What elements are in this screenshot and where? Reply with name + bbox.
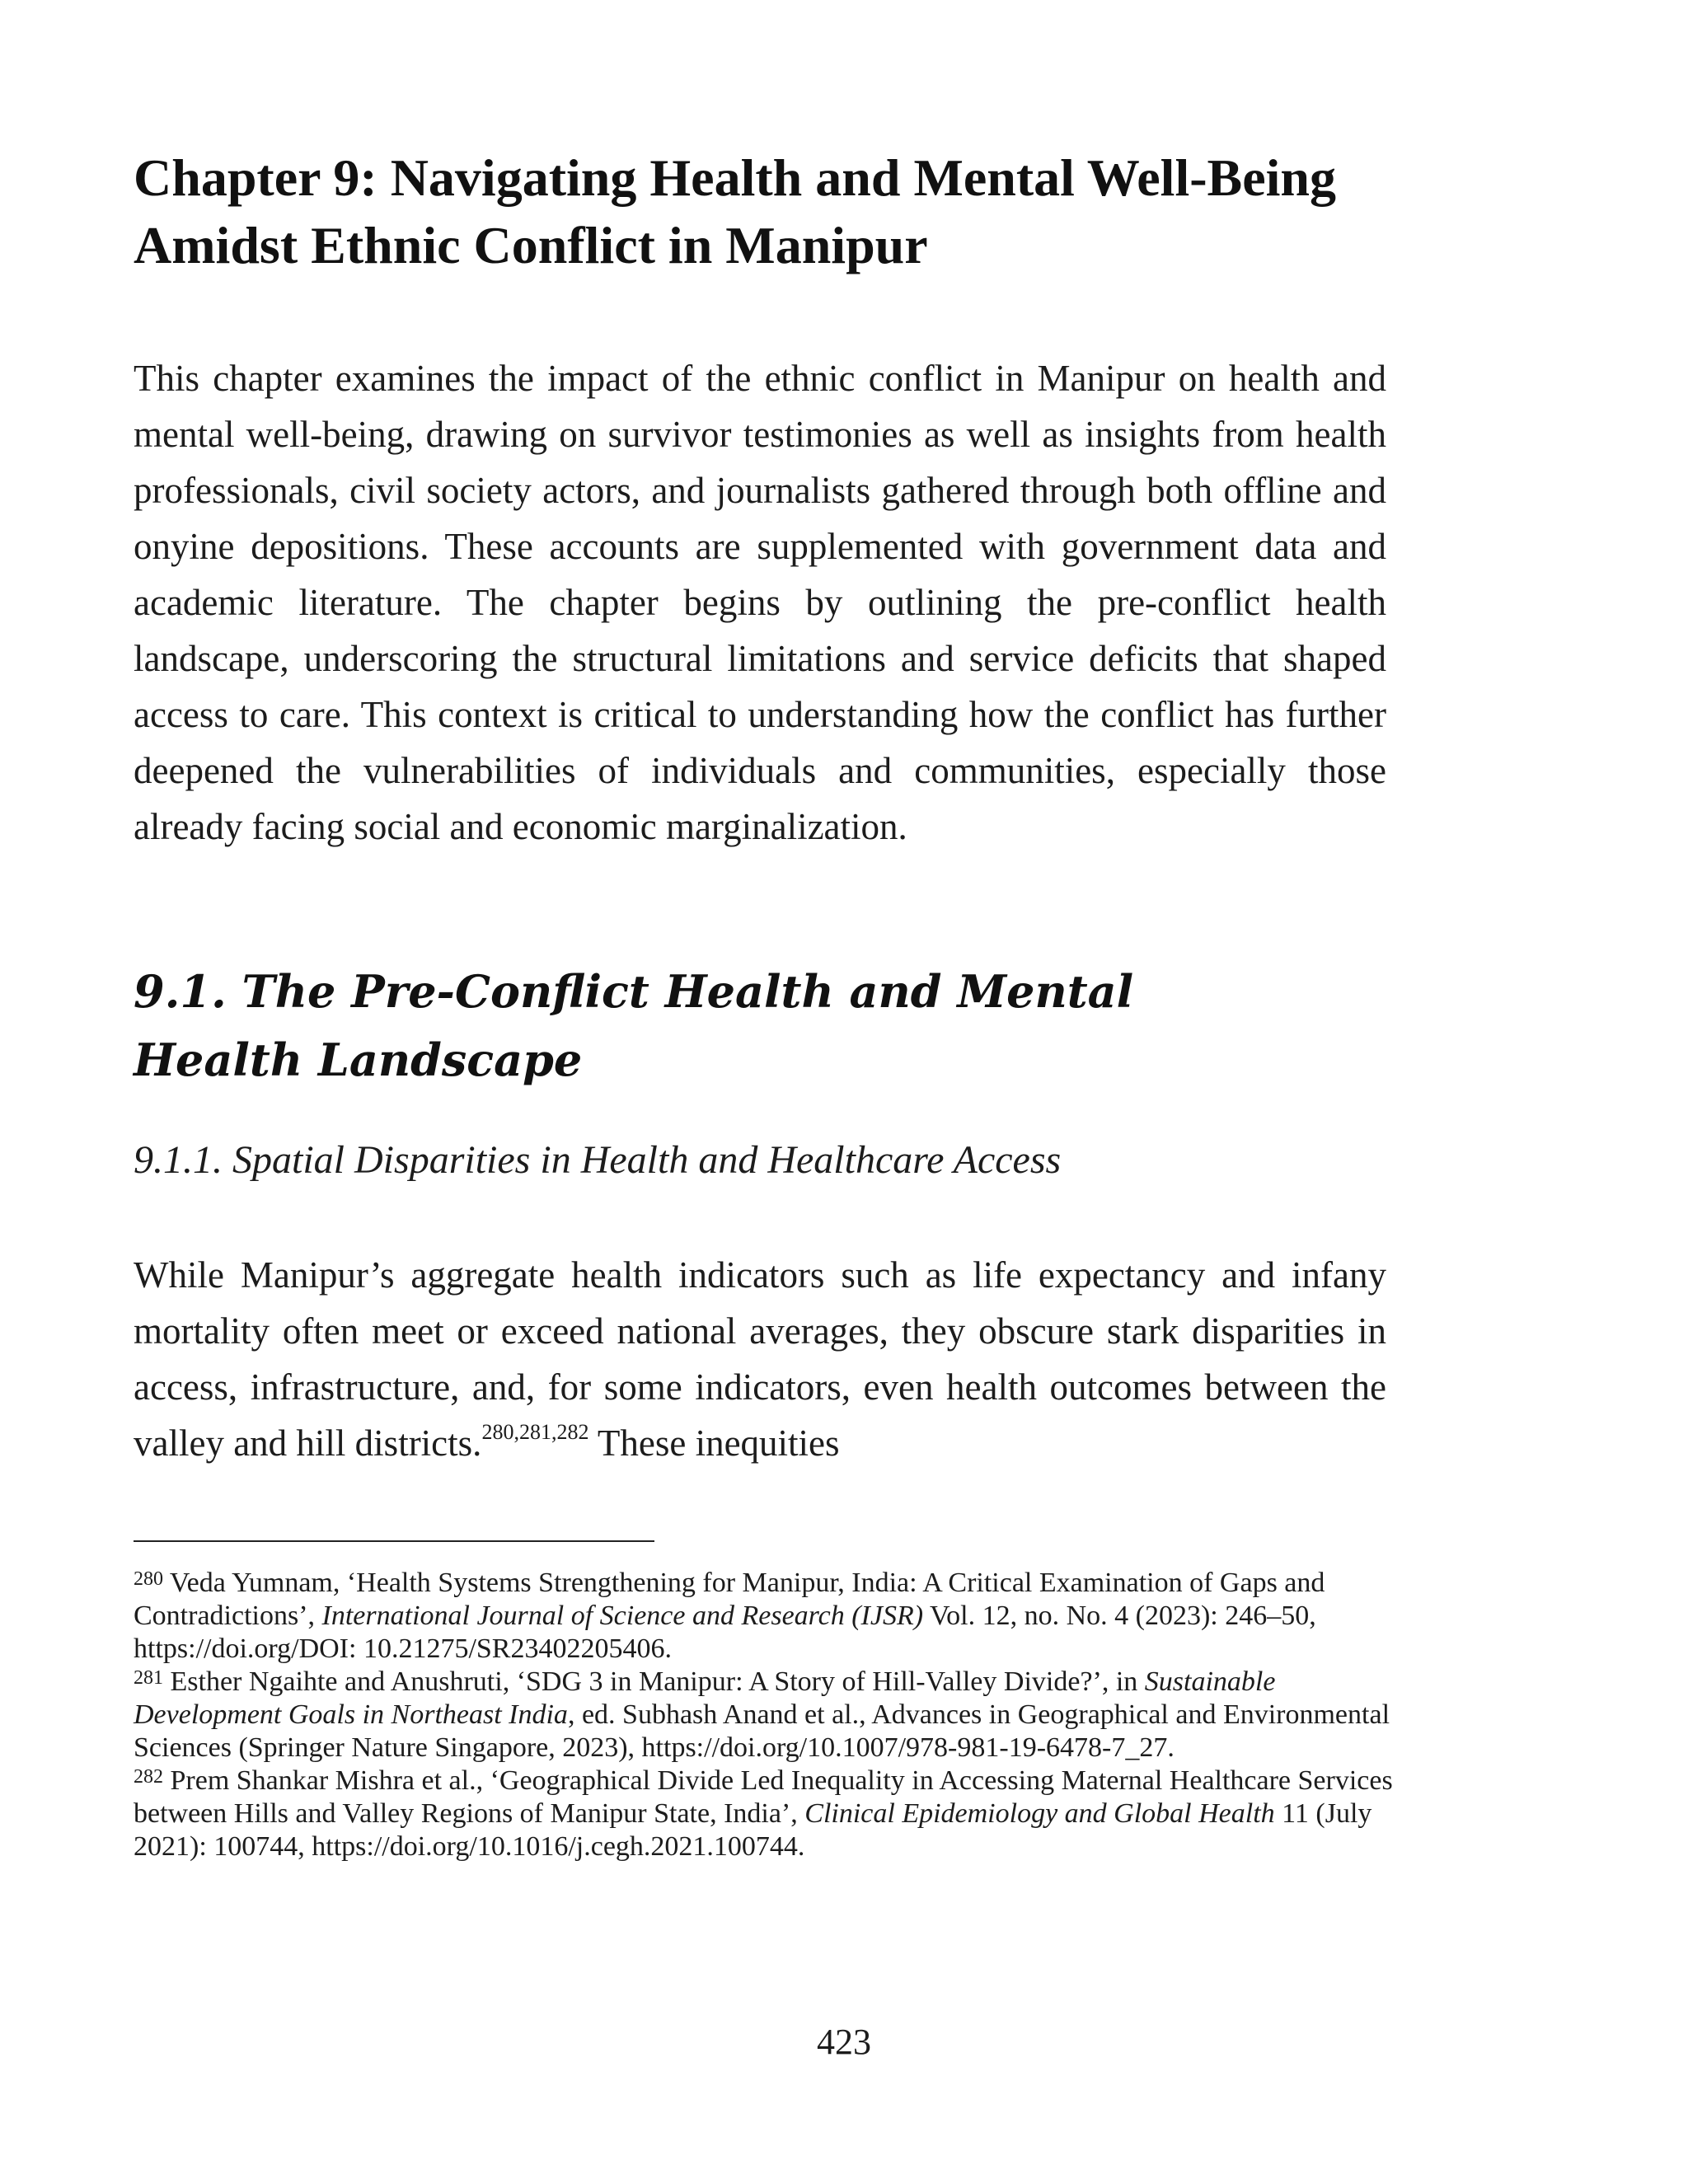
footnote-number: 281	[134, 1667, 163, 1689]
page-number: 423	[817, 2022, 871, 2062]
footnote-281	[134, 1666, 1395, 1765]
chapter-title: Chapter 9: Navigating Health and Mental Well-Being Amidst Ethnic Conflict in Manipur	[134, 148, 1336, 274]
footnote-reference[interactable]: 280,281,282	[481, 1420, 589, 1444]
footnote-text: , ed. Subhash Anand et al., Advances in Geographical and Environmental Sciences (Springer Nature Singapore, 2023), https://doi.org/10.1007/978-981-19-6478-7_27.	[134, 1699, 1390, 1763]
chapter-intro-paragraph: This chapter examines the impact of the ethnic conflict in Manipur on health and mental well-being, drawing on survivor testimonies as well as insights from health professionals, civil society actors, and journalists gathered through both offline and onyine depositions. These accounts are supplemented with government data and academic literature. The chapter begins by outlining the pre-conflict health landscape, underscoring the structural limitations and service deficits that shaped access to care. This context is critical to understanding how the conflict has further deepened the vulnerabilities of individuals and communities, especially those already facing social and economic marginalization.	[134, 358, 1386, 847]
footnote-text: Prem Shankar Mishra et al., ‘Geographical Divide Led Inequality in Accessing Maternal Healthcare Services between Hills and Valley Regions of Manipur State, India’,	[134, 1765, 1393, 1829]
section-heading: 9.1. The Pre-Conflict Health and Mental Health Landscape	[134, 965, 1134, 1086]
body-text-continued: These inequities	[588, 1422, 840, 1464]
body-text: While Manipur’s aggregate health indicators such as life expectancy and infany mortality often meet or exceed national averages, they obscure stark disparities in access, infrastructure, and, for some indicators, even health outcomes between the valley and hill districts.	[134, 1254, 1386, 1464]
subsection-heading: 9.1.1. Spatial Disparities in Health and Healthcare Access	[134, 1138, 1062, 1182]
footnote-280	[134, 1567, 1395, 1666]
footnote-282	[134, 1765, 1395, 1863]
footnote-text: Esther Ngaihte and Anushruti, ‘SDG 3 in Manipur: A Story of Hill-Valley Divide?’, in	[163, 1666, 1145, 1697]
footnote-number: 280	[134, 1568, 163, 1590]
subsection-body-paragraph	[134, 1247, 1386, 1471]
footnotes	[134, 1567, 1395, 1863]
footnote-journal-title: International Journal of Science and Research (IJSR)	[321, 1601, 924, 1631]
footnote-text: 11 (July 2021): 100744, https://doi.org/10.1016/j.cegh.2021.100744.	[134, 1798, 1372, 1862]
footnote-journal-title: Clinical Epidemiology and Global Health	[804, 1798, 1275, 1829]
footnote-divider	[134, 1540, 654, 1542]
footnote-book-title: Sustainable Development Goals in Northeast India	[134, 1666, 1276, 1730]
footnote-number: 282	[134, 1766, 163, 1788]
footnote-text: Vol. 12, no. No. 4 (2023): 246–50, https://doi.org/DOI: 10.21275/SR23402205406.	[134, 1601, 1316, 1664]
footnote-text: Veda Yumnam, ‘Health Systems Strengthening for Manipur, India: A Critical Examination of Gaps and Contradictions’,	[134, 1568, 1325, 1631]
